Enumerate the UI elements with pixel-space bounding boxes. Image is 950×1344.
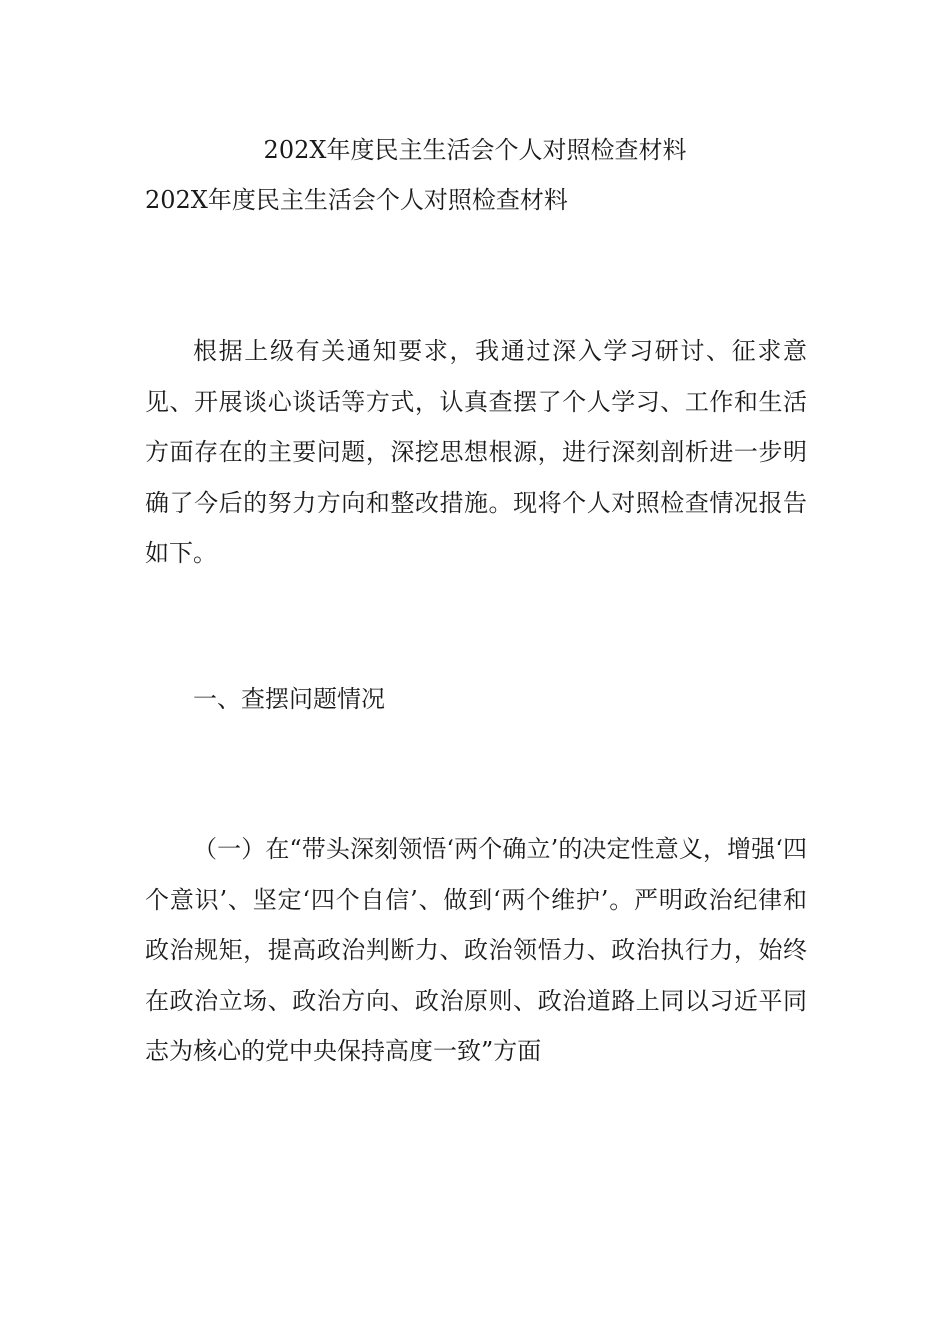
document-title-left: 202X年度民主生活会个人对照检查材料: [145, 186, 568, 214]
subsection-paragraph: （一）在“带头深刻领悟‘两个确立’的决定性意义，增强‘四个意识’、坚定‘四个自信’、做到‘两个维护’。严明政治纪律和政治规矩，提高政治判断力、政治领悟力、政治执行力，始终在政治立场、政治方向、政治原则、政治道路上同以习近平同志为核心的党中央保持高度一致”方面: [145, 835, 807, 1065]
document-title-centered: 202X年度民主生活会个人对照检查材料: [263, 136, 687, 164]
section-heading: 一、查摆问题情况: [193, 685, 385, 713]
intro-paragraph: 根据上级有关通知要求，我通过深入学习研讨、征求意见、开展谈心谈话等方式，认真查摆了个人学习、工作和生活方面存在的主要问题，深挖思想根源，进行深刻剖析进一步明确了今后的努力方向和整改措施。现将个人对照检查情况报告如下。: [145, 337, 807, 567]
